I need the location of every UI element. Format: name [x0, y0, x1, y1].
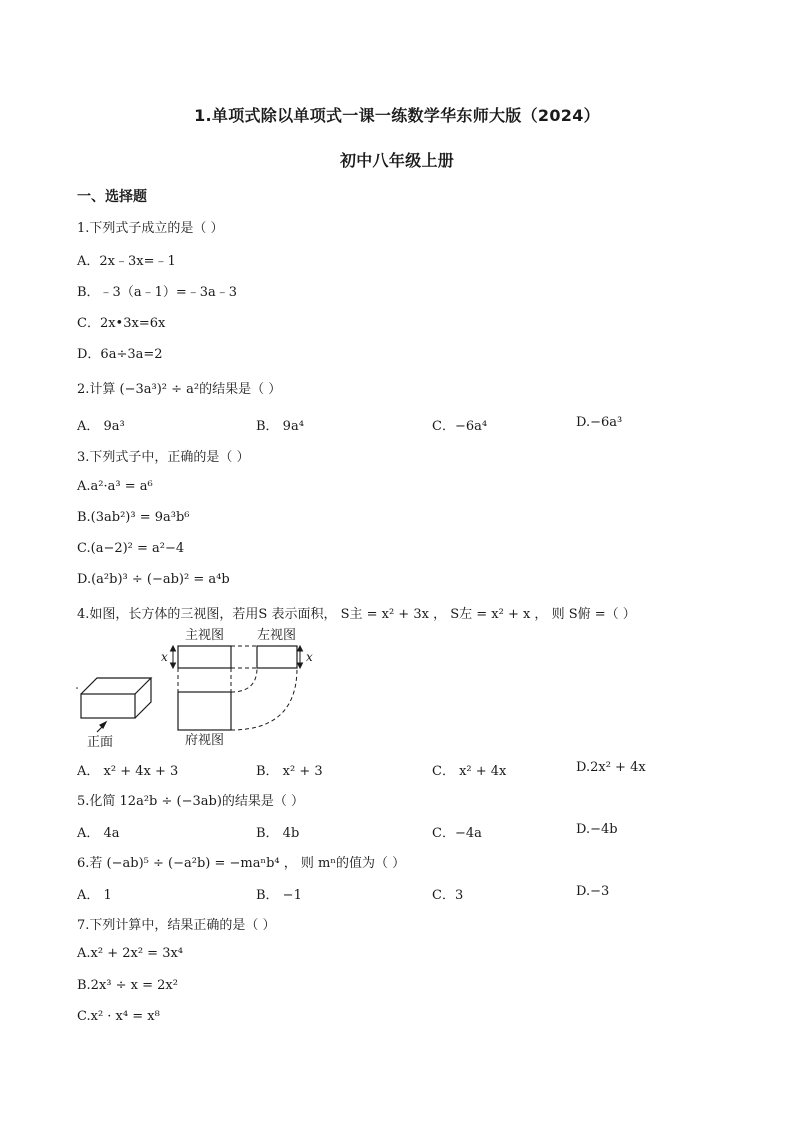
q2-option-c: C．−6a⁴ [432, 419, 488, 434]
q7-option-b: B.2x³ ÷ x = 2x² [77, 978, 178, 993]
q6-option-a: A． 1 [77, 888, 112, 903]
q1-option-c: C．2x•3x=6x [77, 316, 166, 331]
front-arrow [97, 722, 106, 732]
q4-option-b: B． x² + 3 [256, 764, 323, 779]
q7-stem: 7.下列计算中，结果正确的是（ ） [77, 918, 276, 933]
q1-option-a: A．2x﹣3x=﹣1 [77, 254, 176, 269]
q5-option-a: A． 4a [77, 826, 120, 841]
left-view-rect [257, 646, 297, 668]
q5-stem: 5.化简 12a²b ÷ (−3ab)的结果是（ ） [77, 794, 305, 809]
q5-option-d: D.−4b [576, 822, 618, 837]
q6-option-b: B． −1 [256, 888, 302, 903]
front-view-label: 主视图 [185, 628, 225, 643]
left-view-label: 左视图 [257, 628, 297, 643]
q3-option-c: C.(a−2)² = a²−4 [77, 541, 185, 556]
front-view-rect [178, 646, 231, 668]
q2-option-a: A． 9a³ [77, 419, 125, 434]
q3-option-d: D.(a²b)³ ÷ (−ab)² = a⁴b [77, 572, 230, 587]
q5-option-c: C．−4a [432, 826, 482, 841]
left-view-x-label: x [306, 650, 313, 664]
q6-stem: 6.若 (−ab)⁵ ÷ (−a²b) = −maⁿb⁴ ， 则 mⁿ的值为（ ） [77, 856, 406, 871]
q4-stem: 4.如图，长方体的三视图，若用S 表示面积， S主 = x² + 3x ， S左 = x² + x ， 则 S俯 =（ ） [77, 607, 636, 622]
q4-option-a: A． x² + 4x + 3 [77, 764, 179, 779]
q2-option-d: D.−6a³ [576, 415, 623, 430]
q1-option-b: B．﹣3（a﹣1）=﹣3a﹣3 [77, 285, 238, 300]
doc-title-line1: 1.单项式除以单项式一课一练数学华东师大版（2024） [194, 106, 600, 125]
top-view-rect [178, 692, 231, 730]
q6-option-c: C．3 [432, 888, 464, 903]
doc-title-line2: 初中八年级上册 [339, 151, 455, 170]
q3-stem: 3.下列式子中，正确的是（ ） [77, 450, 250, 465]
box-3d [81, 678, 151, 718]
q3-option-a: A.a²·a³ = a⁶ [77, 479, 153, 494]
q7-option-c: C.x² · x⁴ = x⁸ [77, 1009, 160, 1024]
front-label: 正面 [87, 735, 114, 750]
q3-option-b: B.(3ab²)³ = 9a³b⁶ [77, 510, 190, 525]
q5-option-b: B． 4b [256, 826, 300, 841]
q1-option-d: D．6a÷3a=2 [77, 347, 163, 362]
q4-option-d: D.2x² + 4x [576, 760, 646, 775]
q4-option-c: C． x² + 4x [432, 764, 507, 779]
three-view-figure [75, 626, 335, 750]
q6-option-d: D.−3 [576, 884, 610, 899]
q2-stem: 2.计算 (−3a³)² ÷ a²的结果是（ ） [77, 382, 282, 397]
top-view-label: 府视图 [185, 733, 225, 748]
q7-option-a: A.x² + 2x² = 3x⁴ [77, 946, 184, 961]
q2-option-b: B． 9a⁴ [256, 419, 304, 434]
section-heading: 一、选择题 [77, 189, 147, 205]
q1-stem: 1.下列式子成立的是（ ） [77, 221, 224, 236]
front-view-x-label: x [161, 650, 168, 664]
